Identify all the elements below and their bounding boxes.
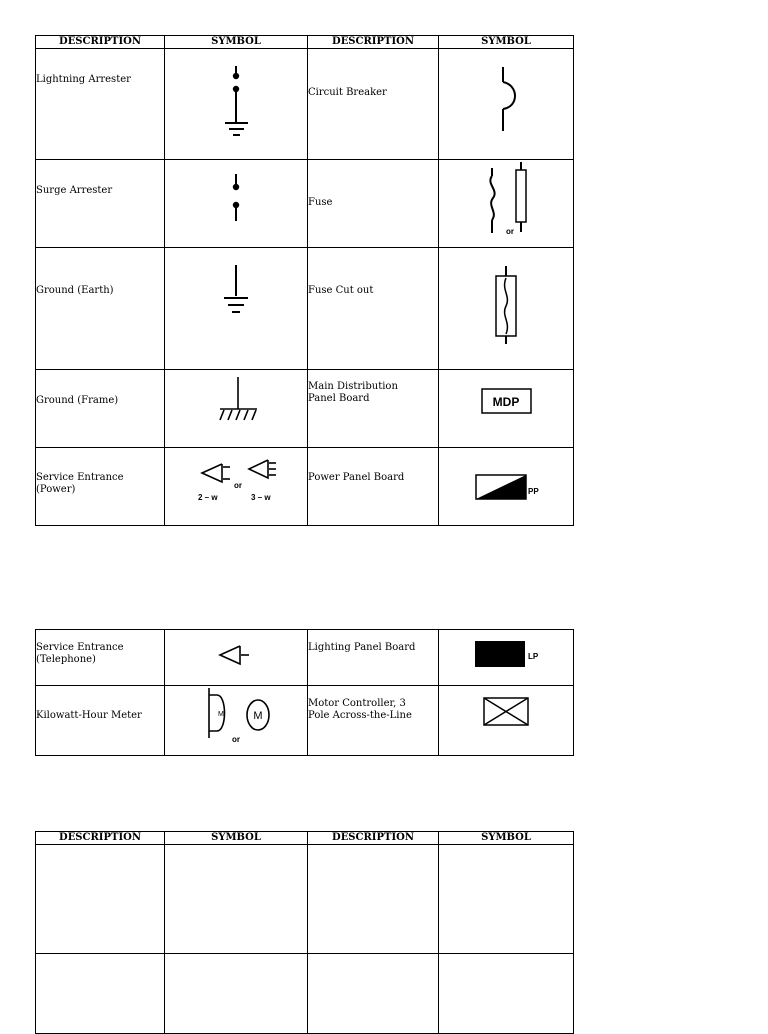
two-wire-label: 2 – w bbox=[198, 493, 218, 502]
description-cell bbox=[36, 630, 165, 686]
table-row bbox=[36, 160, 574, 248]
header-description: DESCRIPTION bbox=[308, 36, 439, 49]
symbol-cell bbox=[165, 160, 308, 248]
description-text: Service Entrance bbox=[36, 642, 124, 653]
empty-cell bbox=[308, 954, 439, 1034]
header-symbol: SYMBOL bbox=[439, 832, 574, 845]
header-symbol: SYMBOL bbox=[165, 832, 308, 845]
symbol-cell bbox=[439, 370, 574, 448]
header-description: DESCRIPTION bbox=[308, 832, 439, 845]
symbols-table-1 bbox=[35, 35, 574, 526]
empty-cell bbox=[165, 954, 308, 1034]
description-text: Kilowatt-Hour Meter bbox=[36, 710, 142, 721]
symbol-cell bbox=[165, 448, 308, 526]
description-text: Lightning Arrester bbox=[36, 74, 131, 85]
ground-earth-icon bbox=[165, 248, 308, 370]
symbol-cell bbox=[439, 686, 574, 756]
table-row bbox=[36, 448, 574, 526]
table-row bbox=[36, 686, 574, 756]
mdp-label: MDP bbox=[492, 395, 520, 409]
header-description: DESCRIPTION bbox=[36, 36, 165, 49]
header-symbol: SYMBOL bbox=[165, 36, 308, 49]
description-text: Service Entrance bbox=[36, 472, 124, 483]
fuse-icon bbox=[439, 160, 574, 248]
symbol-cell bbox=[439, 248, 574, 370]
power-panel-board-icon bbox=[439, 448, 574, 526]
description-text: Ground (Earth) bbox=[36, 285, 114, 296]
meter-label: M bbox=[218, 711, 224, 718]
description-cell bbox=[308, 686, 439, 756]
table-row bbox=[36, 630, 574, 686]
description-text: Motor Controller, 3 bbox=[308, 698, 406, 709]
service-entrance-power-icon bbox=[165, 448, 308, 526]
mdp-icon bbox=[439, 370, 574, 448]
or-label: or bbox=[232, 735, 240, 744]
empty-cell bbox=[439, 954, 574, 1034]
symbol-cell bbox=[165, 686, 308, 756]
motor-meter-label: M bbox=[253, 710, 263, 722]
description-text: Pole Across-the-Line bbox=[308, 710, 412, 721]
circuit-breaker-icon bbox=[439, 49, 574, 160]
table-row bbox=[36, 845, 574, 954]
table-header-row bbox=[36, 36, 574, 49]
symbol-cell bbox=[439, 448, 574, 526]
or-label: or bbox=[234, 481, 242, 490]
table-header-row bbox=[36, 832, 574, 845]
description-cell bbox=[308, 160, 439, 248]
lighting-panel-board-icon bbox=[439, 630, 574, 686]
service-entrance-telephone-icon bbox=[165, 630, 308, 686]
description-text: (Power) bbox=[36, 484, 76, 495]
empty-cell bbox=[36, 954, 165, 1034]
description-cell bbox=[308, 248, 439, 370]
description-text: Surge Arrester bbox=[36, 185, 113, 196]
description-cell bbox=[308, 370, 439, 448]
empty-cell bbox=[308, 845, 439, 954]
kilowatt-hour-meter-icon bbox=[165, 686, 308, 756]
description-text: Circuit Breaker bbox=[308, 87, 387, 98]
table-row bbox=[36, 370, 574, 448]
description-cell bbox=[36, 160, 165, 248]
symbol-cell bbox=[165, 630, 308, 686]
table-row bbox=[36, 49, 574, 160]
lp-label: LP bbox=[528, 652, 539, 661]
ground-frame-icon bbox=[165, 370, 308, 448]
description-text: Power Panel Board bbox=[308, 472, 405, 483]
description-text: Panel Board bbox=[308, 393, 370, 404]
empty-cell bbox=[439, 845, 574, 954]
surge-arrester-icon bbox=[165, 160, 308, 248]
description-text: (Telephone) bbox=[36, 654, 96, 665]
motor-controller-icon bbox=[439, 686, 574, 756]
description-cell bbox=[36, 248, 165, 370]
description-text: Main Distribution bbox=[308, 381, 398, 392]
description-cell bbox=[308, 49, 439, 160]
description-text: Fuse Cut out bbox=[308, 285, 374, 296]
lightning-arrester-icon bbox=[165, 49, 308, 160]
pp-label: PP bbox=[528, 487, 539, 496]
description-text: Lighting Panel Board bbox=[308, 642, 416, 653]
symbols-table-3 bbox=[35, 831, 574, 1034]
symbols-table-2 bbox=[35, 629, 574, 756]
empty-cell bbox=[36, 845, 165, 954]
header-symbol: SYMBOL bbox=[439, 36, 574, 49]
symbol-cell bbox=[439, 630, 574, 686]
symbol-cell bbox=[165, 370, 308, 448]
symbol-cell bbox=[439, 49, 574, 160]
symbol-cell bbox=[165, 248, 308, 370]
header-description: DESCRIPTION bbox=[36, 832, 165, 845]
description-cell bbox=[308, 630, 439, 686]
empty-cell bbox=[165, 845, 308, 954]
description-text: Ground (Frame) bbox=[36, 395, 119, 406]
symbol-cell bbox=[439, 160, 574, 248]
fuse-cutout-icon bbox=[439, 248, 574, 370]
description-cell bbox=[36, 448, 165, 526]
description-text: Fuse bbox=[308, 197, 333, 208]
description-cell bbox=[36, 370, 165, 448]
description-cell bbox=[36, 686, 165, 756]
table-row bbox=[36, 954, 574, 1034]
three-wire-label: 3 – w bbox=[251, 493, 271, 502]
description-cell bbox=[308, 448, 439, 526]
table-row bbox=[36, 248, 574, 370]
description-cell bbox=[36, 49, 165, 160]
or-label: or bbox=[506, 227, 514, 236]
symbol-cell bbox=[165, 49, 308, 160]
